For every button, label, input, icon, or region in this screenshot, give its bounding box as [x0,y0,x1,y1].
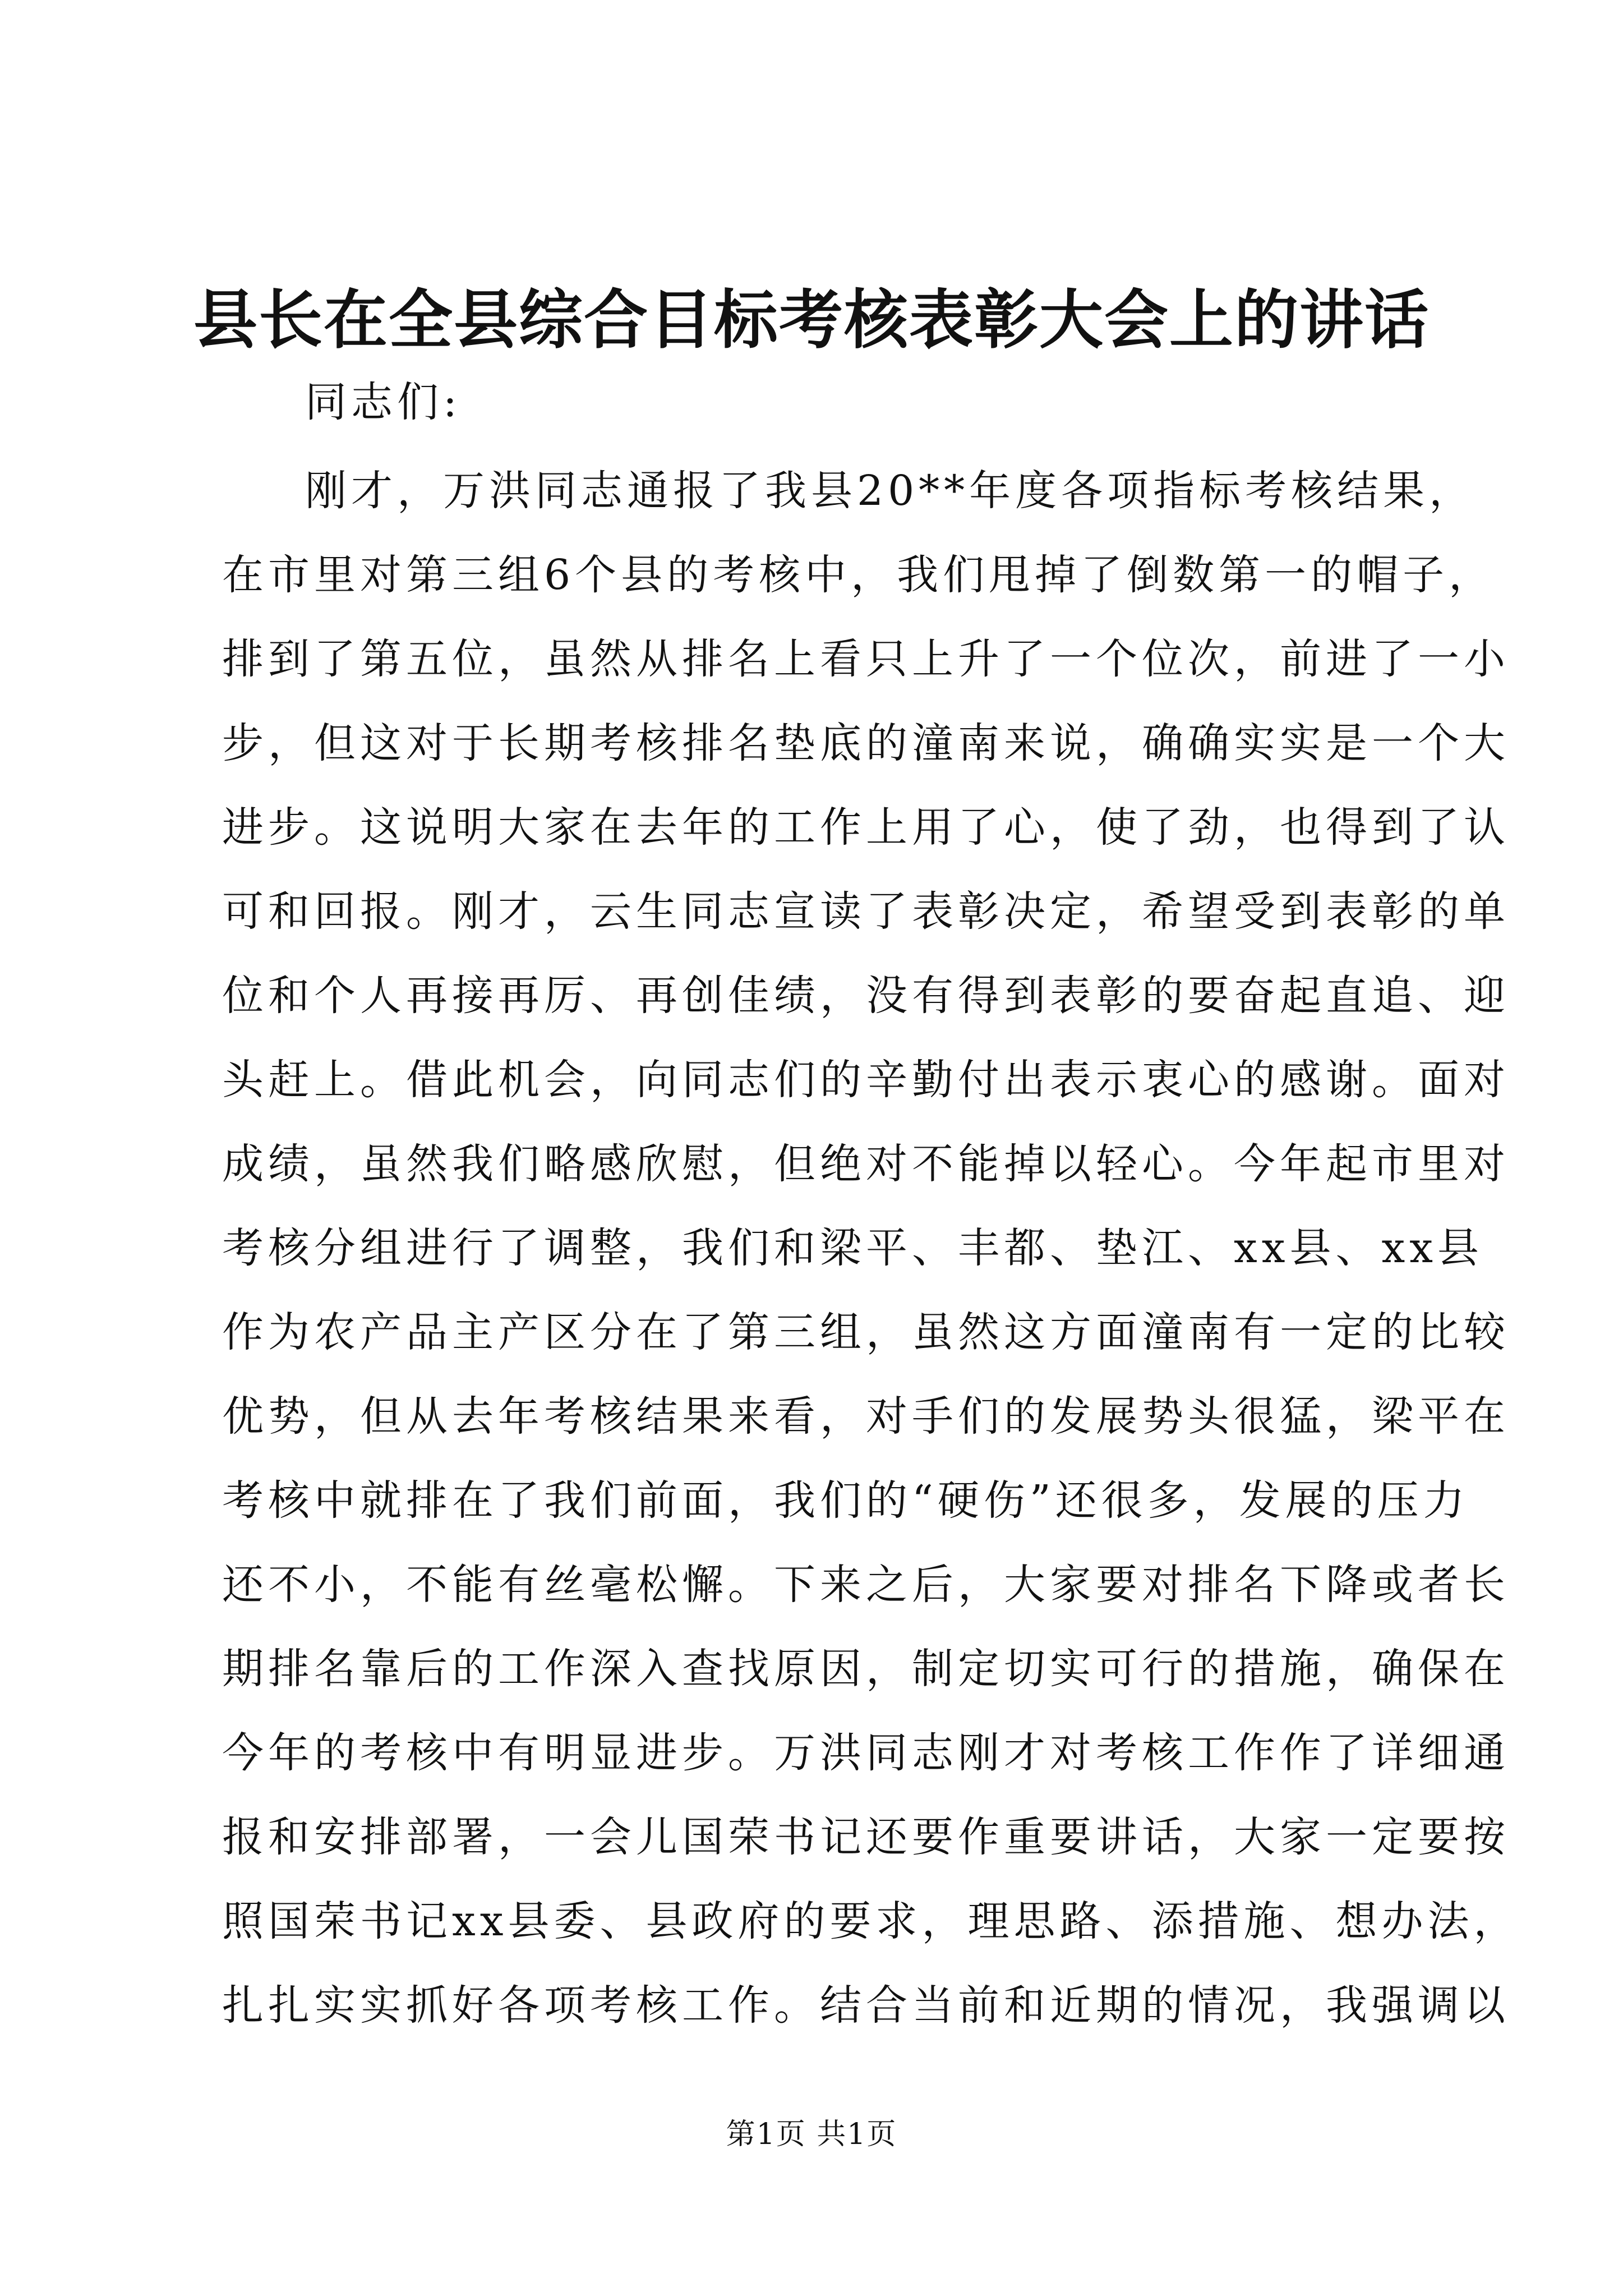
paragraph-line: 考核中就排在了我们前面，我们的“硬伤”还很多，发展的压力 [222,1476,1469,1525]
paragraph-line: 成绩，虽然我们略感欣慰，但绝对不能掉以轻心。今年起市里对 [222,1140,1510,1188]
body-paragraph [222,449,1520,2047]
paragraph-line: 今年的考核中有明显进步。万洪同志刚才对考核工作作了详细通 [222,1729,1510,1777]
page-footer: 第1页 共1页 [726,2118,897,2151]
paragraph-line: 作为农产品主产区分在了第三组，虽然这方面潼南有一定的比较 [222,1308,1510,1356]
paragraph-line: 位和个人再接再厉、再创佳绩，没有得到表彰的要奋起直追、迎 [222,972,1510,1020]
paragraph-line: 考核分组进行了调整，我们和梁平、丰都、垫江、xx县、xx县 [222,1224,1483,1272]
paragraph-line: 刚才，万洪同志通报了我县20**年度各项指标考核结果， [305,467,1476,515]
paragraph-line: 步，但这对于长期考核排名垫底的潼南来说，确确实实是一个大 [222,719,1510,767]
paragraph-line: 在市里对第三组6个县的考核中，我们甩掉了倒数第一的帽子， [222,551,1495,599]
paragraph-line: 报和安排部署，一会儿国荣书记还要作重要讲话，大家一定要按 [222,1813,1510,1861]
salutation: 同志们: [305,378,462,426]
document-title: 县长在全县综合目标考核表彰大会上的讲话 [193,282,1430,357]
paragraph-line: 照国荣书记xx县委、县政府的要求，理思路、添措施、想办法， [222,1897,1520,1945]
paragraph-line: 可和回报。刚才，云生同志宣读了表彰决定，希望受到表彰的单 [222,887,1510,936]
paragraph-line: 优势，但从去年考核结果来看，对手们的发展势头很猛，梁平在 [222,1392,1510,1441]
paragraph-line: 排到了第五位，虽然从排名上看只上升了一个位次，前进了一小 [222,635,1510,683]
paragraph-line: 扎扎实实抓好各项考核工作。结合当前和近期的情况，我强调以 [222,1981,1510,2030]
paragraph-line: 头赶上。借此机会，向同志们的辛勤付出表示衷心的感谢。面对 [222,1056,1510,1104]
paragraph-line: 进步。这说明大家在去年的工作上用了心，使了劲，也得到了认 [222,803,1510,852]
paragraph-line: 还不小，不能有丝毫松懈。下来之后，大家要对排名下降或者长 [222,1561,1510,1609]
paragraph-line: 期排名靠后的工作深入查找原因，制定切实可行的措施，确保在 [222,1645,1510,1693]
